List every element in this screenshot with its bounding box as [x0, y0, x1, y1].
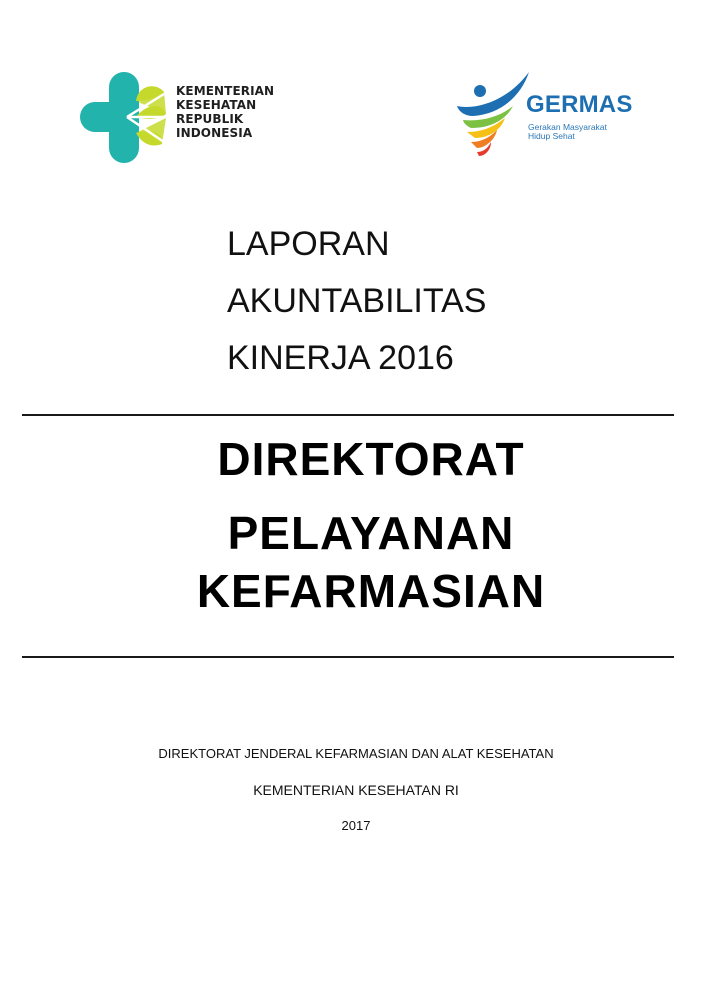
- kemenkes-line-1: KEMENTERIAN: [176, 84, 275, 98]
- directorate-line-1: DIREKTORAT: [217, 433, 525, 485]
- germas-tagline: [528, 123, 607, 141]
- kemenkes-line-3: REPUBLIK: [176, 112, 244, 126]
- germas-tagline-2: Hidup Sehat: [528, 131, 575, 141]
- report-title-line-3: KINERJA 2016: [227, 339, 454, 377]
- directorate-line-3: KEFARMASIAN: [196, 565, 546, 617]
- directorate-line-2: PELAYANAN: [227, 507, 515, 559]
- kemenkes-wordmark: [176, 84, 274, 140]
- publication-year: 2017: [341, 818, 371, 833]
- germas-logo-icon: [455, 66, 535, 158]
- publisher-directorate-general: DIREKTORAT JENDERAL KEFARMASIAN DAN ALAT KESEHATAN: [158, 746, 554, 761]
- divider-top: [22, 414, 674, 416]
- publisher-ministry: KEMENTERIAN KESEHATAN RI: [253, 782, 459, 798]
- kemenkes-line-4: INDONESIA: [176, 126, 253, 140]
- germas-tagline-1: Gerakan Masyarakat: [528, 122, 607, 132]
- report-title-line-2: AKUNTABILITAS: [227, 282, 487, 320]
- kemenkes-line-2: KESEHATAN: [176, 98, 257, 112]
- report-title: [227, 216, 486, 387]
- report-title-line-1: LAPORAN: [227, 225, 390, 263]
- divider-bottom: [22, 656, 674, 658]
- germas-wordmark: GERMAS: [526, 91, 633, 118]
